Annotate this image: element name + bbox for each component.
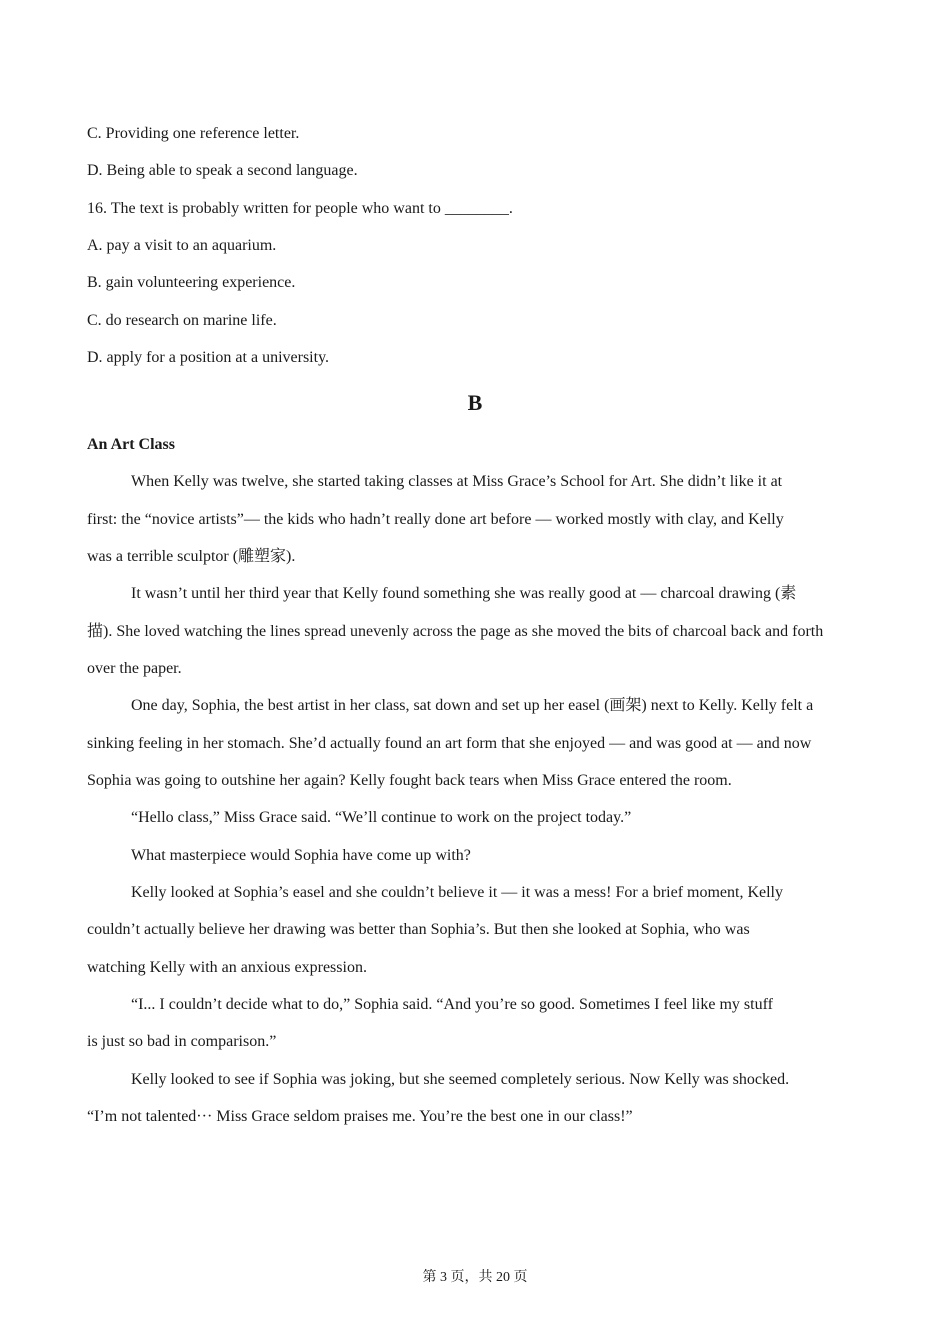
passage-line: Kelly looked at Sophia’s easel and she couldn’t believe it — it was a mess! For a brief moment, Kelly [131, 884, 783, 901]
option-c-q16: C. do research on marine life. [87, 312, 277, 329]
passage-line: “I... I couldn’t decide what to do,” Sophia said. “And you’re so good. Sometimes I feel like my stuff [131, 996, 773, 1013]
passage-line: “Hello class,” Miss Grace said. “We’ll continue to work on the project today.” [131, 809, 632, 826]
option-a-q16: A. pay a visit to an aquarium. [87, 237, 277, 254]
passage-line: is just so bad in comparison.” [87, 1033, 277, 1050]
passage-line: couldn’t actually believe her drawing was better than Sophia’s. But then she looked at Sophia, who was [87, 921, 750, 938]
option-b-q16: B. gain volunteering experience. [87, 274, 296, 291]
passage-line: What masterpiece would Sophia have come up with? [131, 847, 471, 864]
option-d-q15: D. Being able to speak a second language. [87, 162, 358, 179]
passage-line: 描). She loved watching the lines spread unevenly across the page as she moved the bits of charcoal back and forth [87, 623, 824, 640]
passage-title: An Art Class [87, 436, 176, 453]
option-c-q15: C. Providing one reference letter. [87, 125, 300, 142]
passage-line: One day, Sophia, the best artist in her class, sat down and set up her easel (画架) next to Kelly. Kelly felt a [131, 697, 814, 714]
passage-line: It wasn’t until her third year that Kelly found something she was really good at — charcoal drawing (素 [131, 585, 797, 602]
passage-line: “I’m not talented··· Miss Grace seldom praises me. You’re the best one in our class!” [87, 1108, 633, 1125]
section-heading: B [467, 390, 483, 415]
page-number-footer: 第 3 页，共 20 页 [422, 1270, 528, 1285]
option-d-q16: D. apply for a position at a university. [87, 349, 330, 366]
passage-line: over the paper. [87, 660, 182, 677]
question-16: 16. The text is probably written for people who want to ________. [87, 200, 513, 217]
passage-line: sinking feeling in her stomach. She’d actually found an art form that she enjoyed — and was good at — and now [87, 735, 812, 752]
passage-line: When Kelly was twelve, she started taking classes at Miss Grace’s School for Art. She didn’t like it at [131, 473, 783, 490]
passage-line: was a terrible sculptor (雕塑家). [87, 548, 296, 565]
passage-line: watching Kelly with an anxious expression. [87, 959, 367, 976]
passage-line: Sophia was going to outshine her again? Kelly fought back tears when Miss Grace entered the room. [87, 772, 732, 789]
passage-line: first: the “novice artists”— the kids who hadn’t really done art before — worked mostly with clay, and Kelly [87, 511, 784, 528]
passage-line: Kelly looked to see if Sophia was joking, but she seemed completely serious. Now Kelly was shocked. [131, 1071, 790, 1088]
